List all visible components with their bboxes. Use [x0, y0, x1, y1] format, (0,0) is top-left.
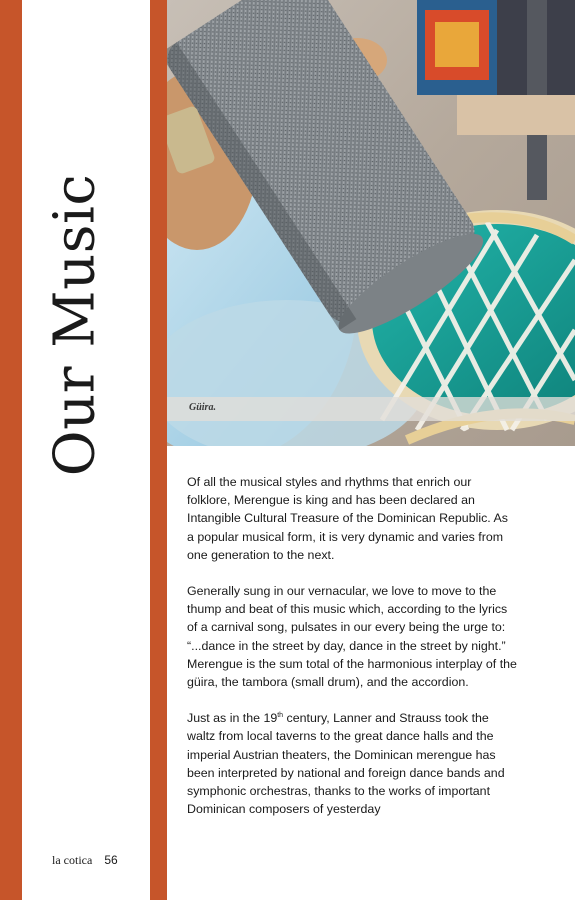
paragraph-3-start: Just as in the 19 — [187, 711, 278, 726]
paragraph-3-rest: century, Lanner and Strauss took the waltz from local taverns to the great dance halls and the imperial Austrian theaters, the Dominican merengue has been interpreted by national and foreign dance bands and symphonic orchestras, thanks to the works of important Dominican composers of yesterday — [187, 711, 505, 817]
center-accent-bar — [150, 0, 167, 900]
page-footer — [52, 853, 118, 868]
caption-strip — [167, 397, 575, 421]
page-number: 56 — [104, 853, 118, 867]
photo-caption: Güira. — [189, 402, 216, 413]
publication-name: la cotica — [52, 853, 93, 867]
paragraph-3 — [187, 709, 517, 818]
article-body — [187, 473, 517, 836]
guira-photo — [167, 0, 575, 446]
paragraph-2: Generally sung in our vernacular, we love to move to the thump and beat of this music which, according to the lyrics of a carnival song, pulsates in our every being the urge to: “...dance in the street by day, dance in the street by night.” Merengue is the sum total of the harmonious interplay of the güira, the tambora (small drum), and the accordion. — [187, 584, 517, 690]
superscript: th — [277, 712, 284, 720]
paragraph-1: Of all the musical styles and rhythms that enrich our folklore, Merengue is king and has been declared an Intangible Cultural Treasure of the Dominican Republic. As a popular musical form, it is very dynamic and varies from one generation to the next. — [187, 475, 508, 562]
section-title: Our Music — [42, 173, 108, 477]
left-accent-bar — [0, 0, 22, 900]
